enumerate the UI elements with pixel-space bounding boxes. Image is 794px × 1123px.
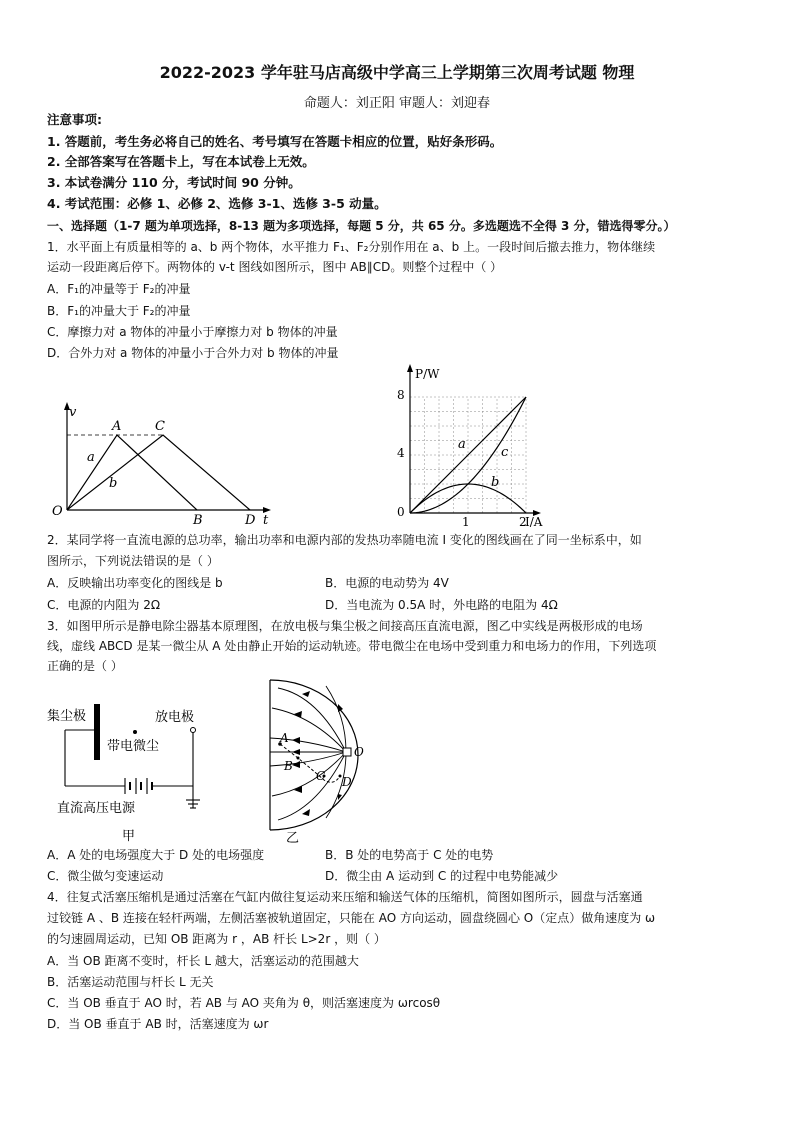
x-tick-1: 1 bbox=[462, 515, 470, 528]
q4-stem-line3: 的匀速圆周运动，已知 OB 距离为 r ，AB 杆长 L>2r ，则（ ） bbox=[47, 932, 386, 946]
line-b bbox=[67, 435, 250, 510]
label-A: A bbox=[112, 419, 122, 434]
q2-option-b: B．电源的电动势为 4V bbox=[325, 576, 449, 590]
authors-line: 命题人：刘正阳 审题人：刘迎春 bbox=[303, 96, 491, 111]
series-label-c: c bbox=[501, 445, 509, 460]
label-C: C bbox=[155, 419, 165, 434]
label-O: O bbox=[52, 504, 63, 519]
q3-stem-line3: 正确的是（ ） bbox=[47, 659, 123, 673]
q2-power-current-chart bbox=[385, 362, 545, 528]
label-A: A bbox=[280, 731, 289, 745]
dust-particle bbox=[133, 730, 137, 734]
x-tick-2: 2 bbox=[519, 515, 527, 528]
discharge-label: 放电极 bbox=[155, 710, 195, 725]
notice-item: 1. 答题前，考生务必将自己的姓名、考号填写在答题卡相应的位置，贴好条形码。 bbox=[47, 134, 503, 149]
series-label-b: b bbox=[491, 475, 500, 490]
q4-stem-line2: 过铰链 A 、B 连接在轻杆两端，左侧活塞被轨道固定，只能在 AO 方向运动，圆盘绕圆心 O（定点）做角速度为 ω bbox=[47, 911, 656, 925]
q4-option-a: A．当 OB 距离不变时，杆长 L 越大，活塞运动的范围越大 bbox=[47, 954, 359, 968]
q2-option-d: D．当电流为 0.5A 时，外电路的电阻为 4Ω bbox=[325, 598, 558, 612]
y-tick-8: 8 bbox=[397, 388, 405, 402]
q2-option-c: C．电源的内阻为 2Ω bbox=[47, 598, 160, 612]
q2-option-a: A．反映输出功率变化的图线是 b bbox=[47, 576, 223, 590]
x-axis-label: I/A bbox=[525, 515, 543, 528]
y-tick-4: 4 bbox=[397, 446, 405, 460]
q1-option-d: D．合外力对 a 物体的冲量小于合外力对 b 物体的冲量 bbox=[47, 346, 339, 360]
caption-yi: 乙 bbox=[286, 831, 300, 846]
q3-figure-jia bbox=[45, 700, 225, 845]
q1-option-c: C．摩擦力对 a 物体的冲量小于摩擦力对 b 物体的冲量 bbox=[47, 325, 338, 339]
label-C: C bbox=[316, 769, 326, 783]
q4-option-d: D．当 OB 垂直于 AB 时，活塞速度为 ωr bbox=[47, 1017, 269, 1031]
q3-option-d: D．微尘由 A 运动到 C 的过程中电势能减少 bbox=[325, 869, 559, 883]
page-title: 2022-2023 学年驻马店高级中学高三上学期第三次周考试题 物理 bbox=[159, 63, 635, 82]
q4-option-c: C．当 OB 垂直于 AO 时，若 AB 与 AO 夹角为 θ，则活塞速度为 ωrcosθ bbox=[47, 996, 441, 1010]
label-a: a bbox=[87, 450, 95, 465]
notice-item: 2. 全部答案写在答题卡上，写在本试卷上无效。 bbox=[47, 154, 315, 169]
collector-plate bbox=[94, 704, 100, 760]
label-B: B bbox=[193, 513, 203, 528]
notice-item: 4. 考试范围：必修 1、必修 2、选修 3-1、选修 3-5 动量。 bbox=[47, 196, 387, 211]
q3-stem-line2: 线，虚线 ABCD 是某一微尘从 A 处由静止开始的运动轨迹。带电微尘在电场中受到重力和电场力的作用，下列选项 bbox=[47, 639, 657, 653]
collector-label: 集尘极 bbox=[47, 709, 87, 724]
q2-stem-line1: 2．某同学将一直流电源的总功率，输出功率和电源内部的发热功率随电流 I 变化的图线画在了同一坐标系中，如 bbox=[47, 533, 642, 547]
q1-vt-graph bbox=[45, 398, 285, 528]
series-label-a: a bbox=[458, 437, 466, 452]
source-label: 直流高压电源 bbox=[57, 801, 136, 816]
p-axis-arrow bbox=[407, 364, 413, 372]
label-B: B bbox=[284, 759, 293, 773]
q4-option-b: B．活塞运动范围与杆长 L 无关 bbox=[47, 975, 214, 989]
discharge-electrode bbox=[191, 728, 196, 733]
discharge-point bbox=[343, 748, 351, 756]
q1-stem-line2: 运动一段距离后停下。两物体的 v-t 图线如图所示，图中 AB∥CD。则整个过程中（ ） bbox=[47, 260, 503, 274]
dust-label: 带电微尘 bbox=[107, 739, 160, 754]
notice-heading: 注意事项: bbox=[47, 112, 102, 127]
caption-jia: 甲 bbox=[122, 829, 136, 844]
label-v: v bbox=[69, 405, 77, 420]
q3-option-c: C．微尘做匀变速运动 bbox=[47, 869, 164, 883]
section-heading: 一、选择题（1-7 题为单项选择，8-13 题为多项选择，每题 5 分，共 65 分。多选题选不全得 3 分，错选得零分。） bbox=[47, 219, 676, 233]
label-t: t bbox=[263, 513, 269, 528]
label-b: b bbox=[109, 476, 118, 491]
line-a bbox=[67, 435, 197, 510]
notice-item: 3. 本试卷满分 110 分，考试时间 90 分钟。 bbox=[47, 175, 301, 190]
q3-option-a: A．A 处的电场强度大于 D 处的电场强度 bbox=[47, 848, 265, 862]
y-axis-label: P/W bbox=[415, 367, 440, 381]
q1-stem-line1: 1．水平面上有质量相等的 a、b 两个物体，水平推力 F₁、F₂分别作用在 a、b 上。一段时间后撤去推力，物体继续 bbox=[47, 240, 656, 254]
y-tick-0: 0 bbox=[397, 505, 405, 519]
q3-option-b: B．B 处的电势高于 C 处的电势 bbox=[325, 848, 494, 862]
label-O: O bbox=[354, 745, 364, 759]
q4-stem-line1: 4．往复式活塞压缩机是通过活塞在气缸内做往复运动来压缩和输送气体的压缩机，简图如图所示，圆盘与活塞通 bbox=[47, 890, 643, 904]
q3-figure-yi bbox=[258, 676, 383, 846]
q2-stem-line2: 图所示，下列说法错误的是（ ） bbox=[47, 554, 219, 568]
label-D: D bbox=[342, 775, 352, 789]
q1-option-a: A．F₁的冲量等于 F₂的冲量 bbox=[47, 282, 191, 296]
label-D: D bbox=[245, 513, 256, 528]
field-arrows bbox=[292, 691, 343, 816]
q3-stem-line1: 3．如图甲所示是静电除尘器基本原理图，在放电极与集尘极之间接高压直流电源，图乙中实线是两极形成的电场 bbox=[47, 619, 643, 633]
q1-option-b: B．F₁的冲量大于 F₂的冲量 bbox=[47, 304, 191, 318]
point-B bbox=[297, 757, 300, 760]
field-lines bbox=[270, 686, 346, 820]
